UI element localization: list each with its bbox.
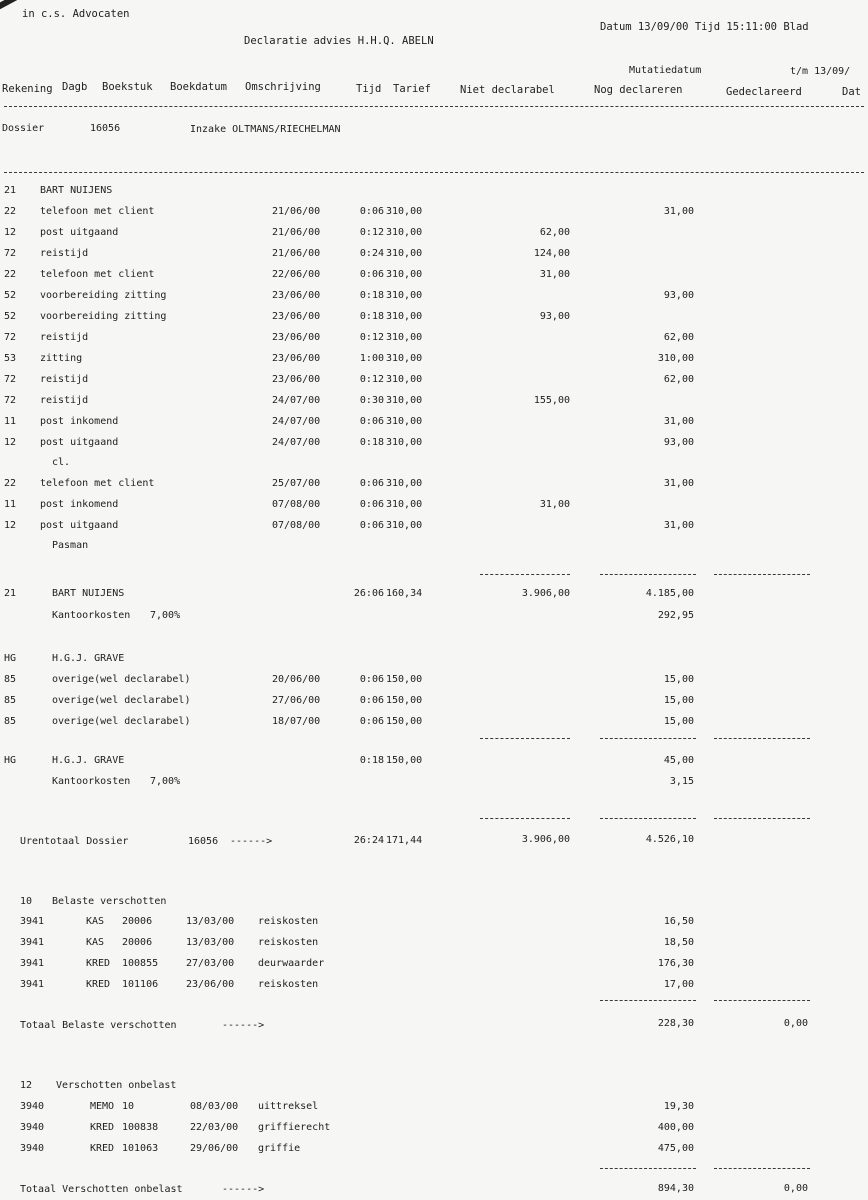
entry-tijd: 0:06 — [359, 716, 384, 727]
total-tijd: 26:06 — [353, 588, 384, 599]
total-tarief: 150,00 — [386, 755, 423, 766]
entry-boekstuk: 100855 — [122, 958, 159, 969]
entry-dagboek: KAS — [86, 916, 105, 927]
entry-nog-declareren: 400,00 — [657, 1122, 694, 1133]
section-separator — [4, 172, 864, 173]
entry-description: reiskosten — [258, 937, 319, 948]
col-niet-declarabel: Niet declarabel — [460, 84, 555, 96]
total-name: H.G.J. GRAVE — [52, 755, 125, 766]
entry-description: post uitgaand — [40, 227, 119, 238]
entry-rekening: 3941 — [20, 937, 45, 948]
entry-description: voorbereiding zitting — [40, 311, 167, 322]
entry-nog-declareren: 93,00 — [663, 437, 694, 448]
total-nog-declareren: 45,00 — [663, 755, 694, 766]
entry-date: 23/06/00 — [272, 290, 321, 301]
entry-tarief: 310,00 — [386, 353, 423, 364]
entry-code: 11 — [4, 416, 17, 427]
entry-tarief: 310,00 — [386, 395, 423, 406]
entry-description: griffierecht — [258, 1122, 331, 1133]
entry-description: overige(wel declarabel) — [52, 695, 191, 706]
entry-description: reistijd — [40, 374, 89, 385]
entry-dagboek: KAS — [86, 937, 105, 948]
entry-description: reistijd — [40, 395, 89, 406]
entry-date: 27/06/00 — [272, 695, 321, 706]
entry-description: griffie — [258, 1143, 301, 1154]
entry-nog-declareren: 310,00 — [657, 353, 694, 364]
entry-code: 72 — [4, 395, 17, 406]
employee-name: BART NUIJENS — [40, 185, 113, 196]
kantoorkosten-pct: 7,00% — [150, 776, 181, 787]
dossier-label: Dossier — [2, 123, 45, 134]
onbelast-total-arrow: ------> — [222, 1184, 265, 1195]
urentotaal-niet-declarabel: 3.906,00 — [521, 834, 570, 845]
kantoorkosten-amount: 292,95 — [657, 610, 694, 621]
urentotaal-nog-declareren: 4.526,10 — [645, 834, 694, 845]
entry-date: 22/06/00 — [272, 269, 321, 280]
entry-tijd: 1:00 — [359, 353, 384, 364]
urentotaal-tijd: 26:24 — [353, 835, 384, 846]
belaste-total-arrow: ------> — [222, 1020, 265, 1031]
entry-date: 27/03/00 — [186, 958, 235, 969]
employee-code: 21 — [4, 185, 17, 196]
entry-code: 53 — [4, 353, 17, 364]
entry-description: post uitgaand — [40, 437, 119, 448]
total-tarief: 160,34 — [386, 588, 423, 599]
entry-description: reiskosten — [258, 979, 319, 990]
col-rekening: Rekening — [2, 83, 53, 95]
entry-tijd: 0:12 — [359, 374, 384, 385]
entry-boekstuk: 100838 — [122, 1122, 159, 1133]
entry-nog-declareren: 475,00 — [657, 1143, 694, 1154]
entry-niet-declarabel: 62,00 — [539, 227, 570, 238]
entry-tijd: 0:18 — [359, 437, 384, 448]
entry-tarief: 150,00 — [386, 716, 423, 727]
entry-tijd: 0:06 — [359, 478, 384, 489]
entry-tijd: 0:30 — [359, 395, 384, 406]
entry-tarief: 310,00 — [386, 520, 423, 531]
employee-code: HG — [4, 653, 17, 664]
entry-date: 07/08/00 — [272, 499, 321, 510]
date-range-end: t/m 13/09/ — [790, 66, 851, 77]
entry-code: 85 — [4, 674, 17, 685]
print-date: Datum 13/09/00 Tijd 15:11:00 Blad — [600, 21, 809, 33]
total-niet-declarabel: 3.906,00 — [521, 588, 570, 599]
entry-code: 52 — [4, 311, 17, 322]
entry-description: zitting — [40, 353, 83, 364]
entry-boekstuk: 20006 — [122, 916, 153, 927]
urentotaal-label: Urentotaal Dossier — [20, 836, 129, 847]
entry-description: overige(wel declarabel) — [52, 674, 191, 685]
entry-tarief: 310,00 — [386, 227, 423, 238]
subtotal-line — [600, 1168, 696, 1169]
kantoorkosten-label: Kantoorkosten — [52, 610, 131, 621]
col-dagb: Dagb — [62, 81, 88, 93]
entry-code: 22 — [4, 269, 17, 280]
belaste-total-nog: 228,30 — [657, 1018, 694, 1029]
entry-nog-declareren: 15,00 — [663, 695, 694, 706]
entry-tijd: 0:18 — [359, 290, 384, 301]
entry-rekening: 3941 — [20, 958, 45, 969]
entry-extra: Pasman — [52, 540, 89, 551]
entry-description: telefoon met client — [40, 206, 155, 217]
entry-tijd: 0:06 — [359, 206, 384, 217]
kantoorkosten-pct: 7,00% — [150, 610, 181, 621]
entry-tijd: 0:06 — [359, 674, 384, 685]
onbelast-code: 12 — [20, 1080, 33, 1091]
entry-code: 52 — [4, 290, 17, 301]
entry-code: 22 — [4, 206, 17, 217]
entry-tarief: 150,00 — [386, 695, 423, 706]
entry-code: 12 — [4, 520, 17, 531]
entry-tarief: 310,00 — [386, 478, 423, 489]
entry-dagboek: MEMO — [90, 1101, 115, 1112]
col-tijd: Tijd — [356, 83, 382, 95]
entry-code: 72 — [4, 248, 17, 259]
entry-nog-declareren: 19,30 — [663, 1101, 694, 1112]
total-nog-declareren: 4.185,00 — [645, 588, 694, 599]
entry-niet-declarabel: 31,00 — [539, 269, 570, 280]
entry-dagboek: KRED — [90, 1143, 115, 1154]
subtotal-line — [714, 738, 810, 739]
subtotal-line — [480, 574, 570, 575]
urentotaal-dossier-number: 16056 — [188, 836, 219, 847]
subtotal-line — [600, 1000, 696, 1001]
total-name: BART NUIJENS — [52, 588, 125, 599]
entry-tijd: 0:06 — [359, 499, 384, 510]
entry-tijd: 0:18 — [359, 311, 384, 322]
onbelast-total-nog: 894,30 — [657, 1183, 694, 1194]
entry-description: deurwaarder — [258, 958, 325, 969]
urentotaal-tarief: 171,44 — [386, 835, 423, 846]
entry-nog-declareren: 62,00 — [663, 332, 694, 343]
entry-description: reiskosten — [258, 916, 319, 927]
entry-date: 23/06/00 — [272, 311, 321, 322]
document-title: Declaratie advies H.H.Q. ABELN — [244, 35, 434, 47]
entry-date: 23/06/00 — [272, 353, 321, 364]
total-tijd: 0:18 — [359, 755, 384, 766]
col-boekstuk: Boekstuk — [102, 81, 153, 93]
entry-tarief: 310,00 — [386, 248, 423, 259]
urentotaal-arrow: ------> — [230, 836, 273, 847]
entry-nog-declareren: 176,30 — [657, 958, 694, 969]
mutatiedatum-label: Mutatiedatum — [629, 65, 702, 76]
onbelast-title: Verschotten onbelast — [56, 1080, 177, 1091]
header-separator — [4, 106, 864, 107]
entry-tijd: 0:24 — [359, 248, 384, 259]
entry-tarief: 310,00 — [386, 290, 423, 301]
belaste-title: Belaste verschotten — [52, 896, 167, 907]
col-omschrijving: Omschrijving — [245, 81, 321, 93]
entry-code: 22 — [4, 478, 17, 489]
entry-tarief: 150,00 — [386, 674, 423, 685]
entry-tijd: 0:12 — [359, 332, 384, 343]
subtotal-line — [714, 1000, 810, 1001]
col-tarief: Tarief — [393, 83, 431, 95]
entry-description: post uitgaand — [40, 520, 119, 531]
col-boekdatum: Boekdatum — [170, 81, 227, 93]
subtotal-line — [600, 574, 696, 575]
entry-date: 07/08/00 — [272, 520, 321, 531]
entry-tarief: 310,00 — [386, 332, 423, 343]
entry-code: 85 — [4, 716, 17, 727]
entry-description: uittreksel — [258, 1101, 319, 1112]
entry-nog-declareren: 31,00 — [663, 416, 694, 427]
subtotal-line — [480, 738, 570, 739]
entry-code: 72 — [4, 374, 17, 385]
entry-nog-declareren: 31,00 — [663, 206, 694, 217]
entry-date: 23/06/00 — [272, 374, 321, 385]
belaste-total-gedeclareerd: 0,00 — [783, 1018, 808, 1029]
entry-tarief: 310,00 — [386, 269, 423, 280]
entry-date: 13/03/00 — [186, 916, 235, 927]
subtotal-line — [600, 818, 696, 819]
col-dat: Dat — [842, 86, 861, 98]
firm-name: in c.s. Advocaten — [22, 8, 130, 20]
entry-rekening: 3940 — [20, 1101, 45, 1112]
total-code: HG — [4, 755, 17, 766]
col-gedeclareerd: Gedeclareerd — [726, 86, 802, 98]
entry-description: overige(wel declarabel) — [52, 716, 191, 727]
dossier-number: 16056 — [90, 123, 121, 134]
entry-rekening: 3940 — [20, 1143, 45, 1154]
entry-niet-declarabel: 155,00 — [533, 395, 570, 406]
entry-boekstuk: 101063 — [122, 1143, 159, 1154]
entry-date: 23/06/00 — [272, 332, 321, 343]
entry-rekening: 3940 — [20, 1122, 45, 1133]
entry-boekstuk: 101106 — [122, 979, 159, 990]
entry-nog-declareren: 31,00 — [663, 520, 694, 531]
entry-tarief: 310,00 — [386, 311, 423, 322]
entry-nog-declareren: 15,00 — [663, 716, 694, 727]
entry-code: 12 — [4, 437, 17, 448]
entry-date: 24/07/00 — [272, 395, 321, 406]
belaste-code: 10 — [20, 896, 33, 907]
entry-date: 21/06/00 — [272, 227, 321, 238]
entry-boekstuk: 20006 — [122, 937, 153, 948]
entry-niet-declarabel: 124,00 — [533, 248, 570, 259]
entry-niet-declarabel: 93,00 — [539, 311, 570, 322]
entry-niet-declarabel: 31,00 — [539, 499, 570, 510]
entry-rekening: 3941 — [20, 916, 45, 927]
subtotal-line — [600, 738, 696, 739]
subtotal-line — [714, 574, 810, 575]
entry-dagboek: KRED — [86, 979, 111, 990]
entry-tijd: 0:12 — [359, 227, 384, 238]
entry-date: 08/03/00 — [190, 1101, 239, 1112]
entry-tarief: 310,00 — [386, 416, 423, 427]
entry-description: voorbereiding zitting — [40, 290, 167, 301]
entry-date: 13/03/00 — [186, 937, 235, 948]
kantoorkosten-label: Kantoorkosten — [52, 776, 131, 787]
entry-tijd: 0:06 — [359, 416, 384, 427]
entry-date: 18/07/00 — [272, 716, 321, 727]
entry-date: 21/06/00 — [272, 206, 321, 217]
entry-nog-declareren: 15,00 — [663, 674, 694, 685]
entry-dagboek: KRED — [90, 1122, 115, 1133]
employee-name: H.G.J. GRAVE — [52, 653, 125, 664]
entry-nog-declareren: 17,00 — [663, 979, 694, 990]
entry-tijd: 0:06 — [359, 269, 384, 280]
subtotal-line — [714, 1168, 810, 1169]
kantoorkosten-amount: 3,15 — [669, 776, 694, 787]
entry-tarief: 310,00 — [386, 437, 423, 448]
entry-tarief: 310,00 — [386, 499, 423, 510]
entry-date: 20/06/00 — [272, 674, 321, 685]
entry-boekstuk: 10 — [122, 1101, 135, 1112]
subtotal-line — [480, 818, 570, 819]
entry-nog-declareren: 93,00 — [663, 290, 694, 301]
entry-date: 21/06/00 — [272, 248, 321, 259]
entry-description: post inkomend — [40, 416, 119, 427]
entry-date: 29/06/00 — [190, 1143, 239, 1154]
entry-nog-declareren: 62,00 — [663, 374, 694, 385]
entry-description: telefoon met client — [40, 478, 155, 489]
entry-code: 85 — [4, 695, 17, 706]
entry-nog-declareren: 31,00 — [663, 478, 694, 489]
entry-description: post inkomend — [40, 499, 119, 510]
entry-description: reistijd — [40, 248, 89, 259]
entry-code: 12 — [4, 227, 17, 238]
entry-date: 24/07/00 — [272, 437, 321, 448]
col-nog-declareren: Nog declareren — [594, 84, 683, 96]
entry-date: 22/03/00 — [190, 1122, 239, 1133]
entry-date: 25/07/00 — [272, 478, 321, 489]
entry-description: telefoon met client — [40, 269, 155, 280]
entry-rekening: 3941 — [20, 979, 45, 990]
dossier-description: Inzake OLTMANS/RIECHELMAN — [190, 124, 341, 135]
entry-tijd: 0:06 — [359, 520, 384, 531]
entry-nog-declareren: 16,50 — [663, 916, 694, 927]
entry-code: 11 — [4, 499, 17, 510]
entry-extra: cl. — [52, 457, 71, 468]
onbelast-total-gedeclareerd: 0,00 — [783, 1183, 808, 1194]
entry-tarief: 310,00 — [386, 374, 423, 385]
total-code: 21 — [4, 588, 17, 599]
entry-date: 23/06/00 — [186, 979, 235, 990]
entry-dagboek: KRED — [86, 958, 111, 969]
entry-code: 72 — [4, 332, 17, 343]
entry-description: reistijd — [40, 332, 89, 343]
onbelast-total-label: Totaal Verschotten onbelast — [20, 1184, 183, 1195]
entry-date: 24/07/00 — [272, 416, 321, 427]
entry-tarief: 310,00 — [386, 206, 423, 217]
entry-nog-declareren: 18,50 — [663, 937, 694, 948]
subtotal-line — [714, 818, 810, 819]
belaste-total-label: Totaal Belaste verschotten — [20, 1020, 177, 1031]
entry-tijd: 0:06 — [359, 695, 384, 706]
